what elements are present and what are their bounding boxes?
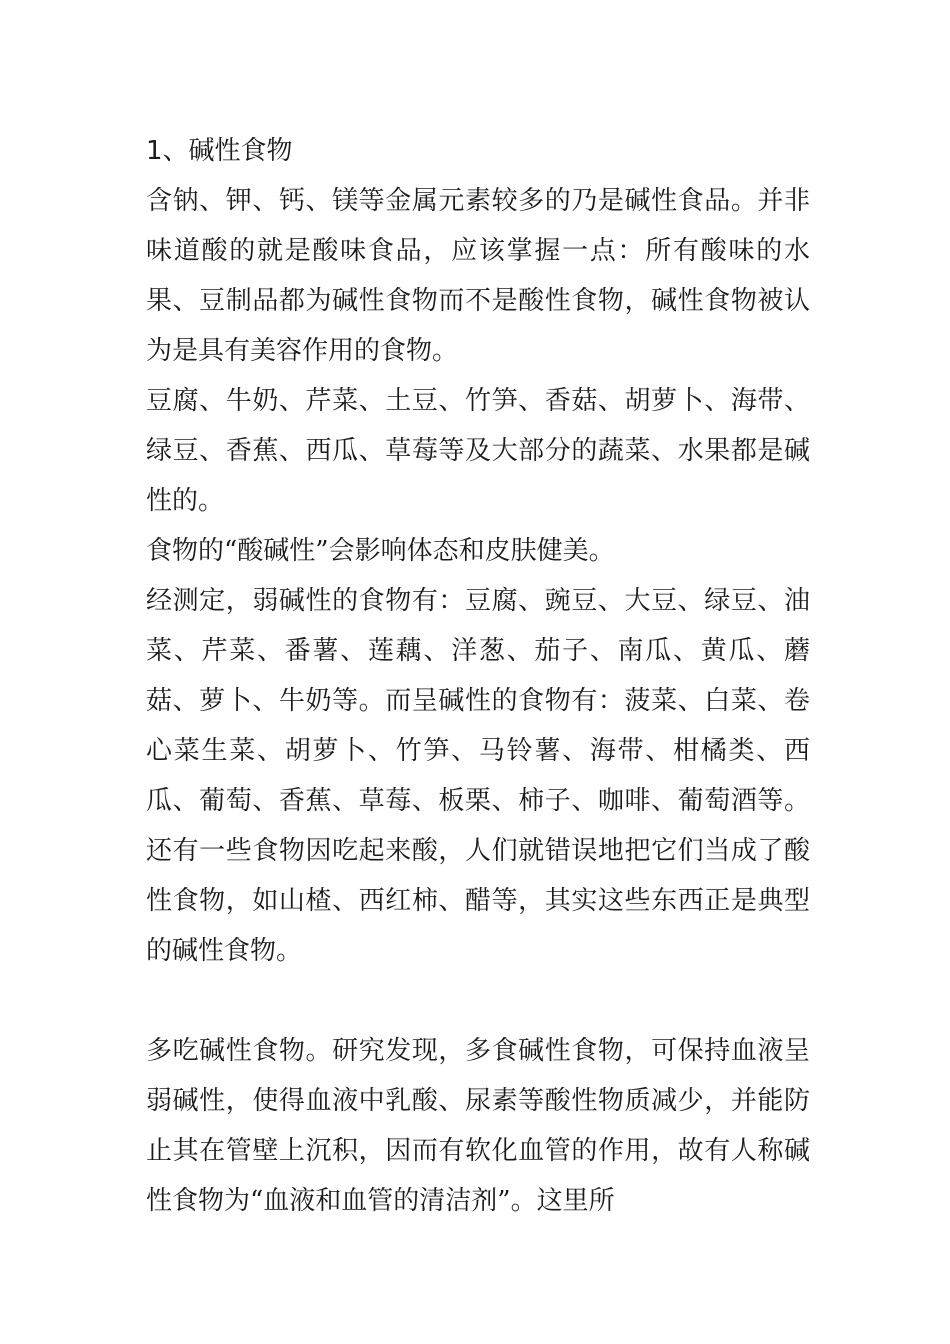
paragraph-weak-alkaline-foods: 经测定，弱碱性的食物有：豆腐、豌豆、大豆、绿豆、油菜、芹菜、番薯、莲藕、洋葱、茄子、南瓜、黄瓜、蘑菇、萝卜、牛奶等。而呈碱性的食物有：菠菜、白菜、卷心菜生菜、胡萝卜、竹笋、马铃薯、海带、柑橘类、西瓜、葡萄、香蕉、草莓、板栗、柿子、咖啡、葡萄酒等。还有一些食物因吃起来酸，人们就错误地把它们当成了酸性食物，如山楂、西红柿、醋等，其实这些东西正是典型的碱性食物。 [146,586,810,966]
paragraph-gap [146,976,810,1026]
document-body [146,126,810,1226]
paragraph-alkaline-examples: 豆腐、牛奶、芹菜、土豆、竹笋、香菇、胡萝卜、海带、绿豆、香蕉、西瓜、草莓等及大部分的蔬菜、水果都是碱性的。 [146,386,810,516]
paragraph-eat-more-alkaline: 多吃碱性食物。研究发现，多食碱性食物，可保持血液呈弱碱性，使得血液中乳酸、尿素等酸性物质减少，并能防止其在管壁上沉积，因而有软化血管的作用，故有人称碱性食物为“血液和血管的清洁剂”。这里所 [146,1036,810,1216]
paragraph-alkaline-definition: 含钠、钾、钙、镁等金属元素较多的乃是碱性食品。并非味道酸的就是酸味食品，应该掌握一点：所有酸味的水果、豆制品都为碱性食物而不是酸性食物，碱性食物被认为是具有美容作用的食物。 [146,186,810,366]
section-heading: 1、碱性食物 [146,136,293,166]
paragraph-acid-base-effect: 食物的“酸碱性”会影响体态和皮肤健美。 [146,536,615,566]
